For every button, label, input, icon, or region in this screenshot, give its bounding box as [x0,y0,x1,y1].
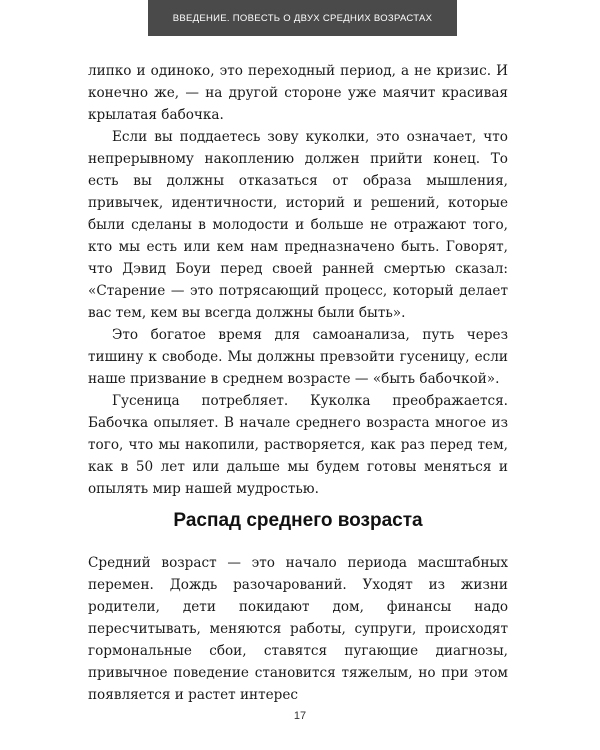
section-heading: Распад среднего возраста [173,510,423,531]
paragraph: липко и одиноко, это переходный период, а не кризис. И конечно же, — на другой стороне уже маячит красивая крылатая бабочка. [88,63,508,123]
paragraph: Гусеница потребляет. Куколка преображается. Бабочка опыляет. В начале среднего возраста многое из того, что мы накопили, растворяется, как раз перед тем, как в 50 лет или дальше мы будем готовы меняться и опылять мир нашей мудростью. [88,393,508,497]
section-body [88,552,508,706]
page-number: 17 [293,710,307,722]
body-text [88,60,508,500]
paragraph: Если вы поддаетесь зову куколки, это означает, что непрерывному накоплению должен прийти конец. То есть вы должны отказаться от образа мышления, привычек, идентичности, историй и решений, которые были сделаны в молодости и больше не отражают того, кто мы есть или кем нам предназначено быть. Говорят, что Дэвид Боуи перед своей ранней смертью сказал: «Старение — это потрясающий процесс, который делает вас тем, кем вы всегда должны были быть». [88,129,508,321]
paragraph: Средний возраст — это начало периода масштабных перемен. Дождь разочарований. Уходят из жизни родители, дети покидают дом, финансы надо пересчитывать, меняются работы, супруги, происходят гормональные сбои, ставятся пугающие диагнозы, привычное поведение становится тяжелым, но при этом появляется и растет интерес [88,555,508,703]
paragraph: Это богатое время для самоанализа, путь через тишину к свободе. Мы должны превзойти гусеницу, если наше призвание в среднем возрасте — «быть бабочкой». [88,327,508,387]
running-header: ВВЕДЕНИЕ. ПОВЕСТЬ О ДВУХ СРЕДНИХ ВОЗРАСТАХ [148,0,457,36]
